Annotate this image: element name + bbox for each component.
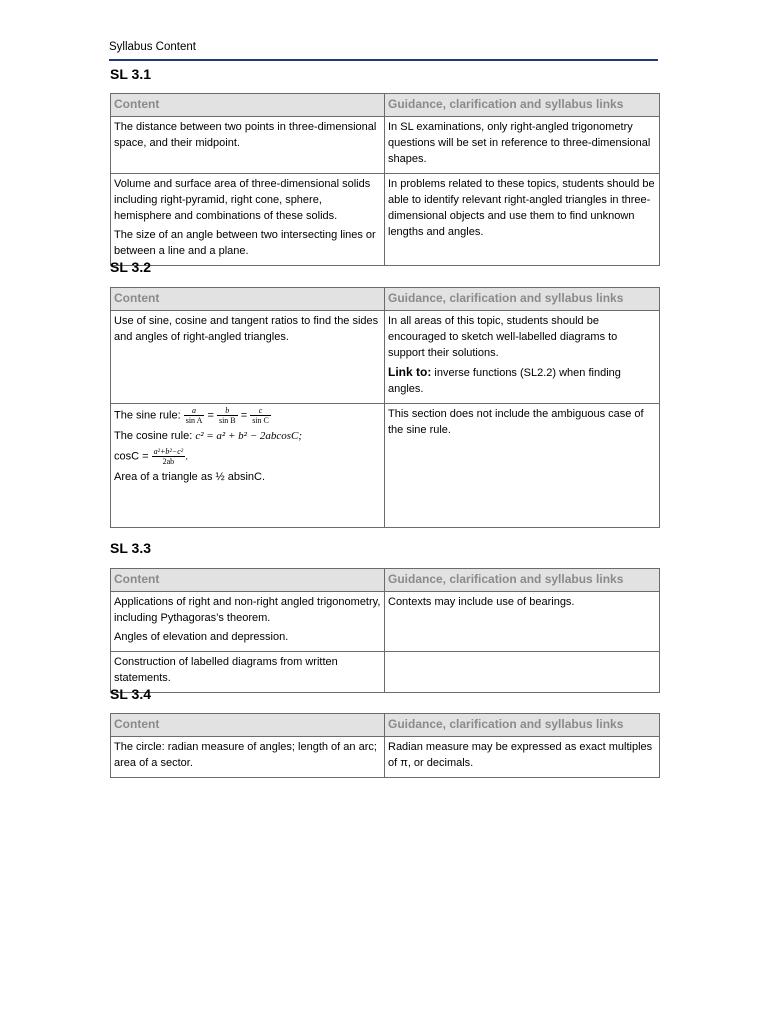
cosine-rule-formula: c² = a² + b² − 2abcosC; <box>195 430 303 442</box>
section-title-sl31: SL 3.1 <box>110 66 151 82</box>
table-header-row <box>111 569 660 592</box>
table-row <box>111 652 660 693</box>
guidance-text: Contexts may include use of bearings. <box>388 596 575 608</box>
cosine-rearranged: cosC = $\frac{\text{a²+b²−c²}}{2ab}$ . <box>114 447 189 466</box>
column-header-guidance: Guidance, clarification and syllabus links <box>385 94 660 117</box>
column-header-guidance: Guidance, clarification and syllabus links <box>385 714 660 737</box>
content-cell <box>111 311 385 404</box>
table-sl31 <box>110 93 660 266</box>
guidance-cell <box>385 117 660 174</box>
table-row <box>111 737 660 778</box>
cos-label: cosC = <box>114 450 149 463</box>
table-sl34 <box>110 713 660 778</box>
guidance-cell <box>385 737 660 778</box>
column-header-content: Content <box>111 288 385 311</box>
fraction-c-over-sinC: $\frac{c}{\text{sin C}}$ <box>252 406 269 425</box>
page-header: Syllabus Content <box>109 41 196 53</box>
content-text: Applications of right and non-right angled trigonometry, including Pythagoras’s theorem. <box>114 596 381 624</box>
guidance-text: In problems related to these topics, students should be able to identify relevant right-angled triangles in three-dimensional objects and use them to find unknown lengths and angles. <box>388 178 655 238</box>
guidance-cell <box>385 592 660 652</box>
column-header-content: Content <box>111 94 385 117</box>
cosine-rule-label: The cosine rule: <box>114 430 193 442</box>
column-header-content: Content <box>111 714 385 737</box>
section-title-sl33: SL 3.3 <box>110 540 151 556</box>
guidance-cell <box>385 174 660 266</box>
table-header-row <box>111 288 660 311</box>
guidance-cell <box>385 404 660 528</box>
section-title-sl34: SL 3.4 <box>110 686 151 702</box>
cosine-rule <box>114 428 381 444</box>
table-header-row <box>111 714 660 737</box>
content-text: Use of sine, cosine and tangent ratios to find the sides and angles of right-angled triangles. <box>114 315 379 343</box>
guidance-text: In all areas of this topic, students should be encouraged to sketch well-labelled diagrams to support their solutions. <box>388 315 618 359</box>
table-sl33 <box>110 568 660 693</box>
content-cell <box>111 404 385 528</box>
header-divider <box>109 59 658 61</box>
guidance-text: In SL examinations, only right-angled trigonometry questions will be set in reference to three-dimensional shapes. <box>388 121 651 165</box>
content-cell <box>111 174 385 266</box>
content-text: The size of an angle between two intersecting lines or between a line and a plane. <box>114 229 376 257</box>
table-row <box>111 404 660 528</box>
syllabus-link <box>388 364 656 397</box>
column-header-content: Content <box>111 569 385 592</box>
sine-rule: The sine rule: $\frac{a}{\text{sin A}}$ = $\frac{b}{\text{sin B}}$ = $\frac{c}{\text{sin C}}$ <box>114 406 269 425</box>
content-text: Volume and surface area of three-dimensional solids including right-pyramid, right cone, sphere, hemisphere and combinations of these solids. <box>114 178 371 222</box>
column-header-guidance: Guidance, clarification and syllabus links <box>385 569 660 592</box>
content-cell <box>111 652 385 693</box>
guidance-cell <box>385 311 660 404</box>
sine-rule-label: The sine rule: <box>114 409 181 422</box>
fraction-b-over-sinB: $\frac{b}{\text{sin B}}$ <box>218 406 236 425</box>
content-cell <box>111 117 385 174</box>
column-header-guidance: Guidance, clarification and syllabus links <box>385 288 660 311</box>
content-text: The distance between two points in three-dimensional space, and their midpoint. <box>114 121 377 149</box>
table-row <box>111 174 660 266</box>
guidance-text: Radian measure may be expressed as exact multiples of π, or decimals. <box>388 741 653 769</box>
table-row <box>111 592 660 652</box>
content-text: The circle: radian measure of angles; length of an arc; area of a sector. <box>114 741 377 769</box>
section-title-sl32: SL 3.2 <box>110 259 151 275</box>
link-label: Link to: <box>388 365 432 379</box>
triangle-area: Area of a triangle as ½ absinC. <box>114 471 266 483</box>
content-cell <box>111 737 385 778</box>
content-text: Construction of labelled diagrams from written statements. <box>114 656 338 684</box>
table-sl32 <box>110 287 660 528</box>
link-text: inverse functions (SL2.2) when finding angles. <box>388 367 621 395</box>
cos-fraction: $\frac{\text{a²+b²−c²}}{2ab}$ <box>153 447 184 466</box>
fraction-a-over-sinA: $\frac{a}{\text{sin A}}$ <box>185 406 203 425</box>
guidance-cell <box>385 652 660 693</box>
table-row <box>111 117 660 174</box>
guidance-text: This section does not include the ambiguous case of the sine rule. <box>388 408 644 436</box>
content-text: Angles of elevation and depression. <box>114 631 289 643</box>
content-cell <box>111 592 385 652</box>
table-row <box>111 311 660 404</box>
table-header-row <box>111 94 660 117</box>
